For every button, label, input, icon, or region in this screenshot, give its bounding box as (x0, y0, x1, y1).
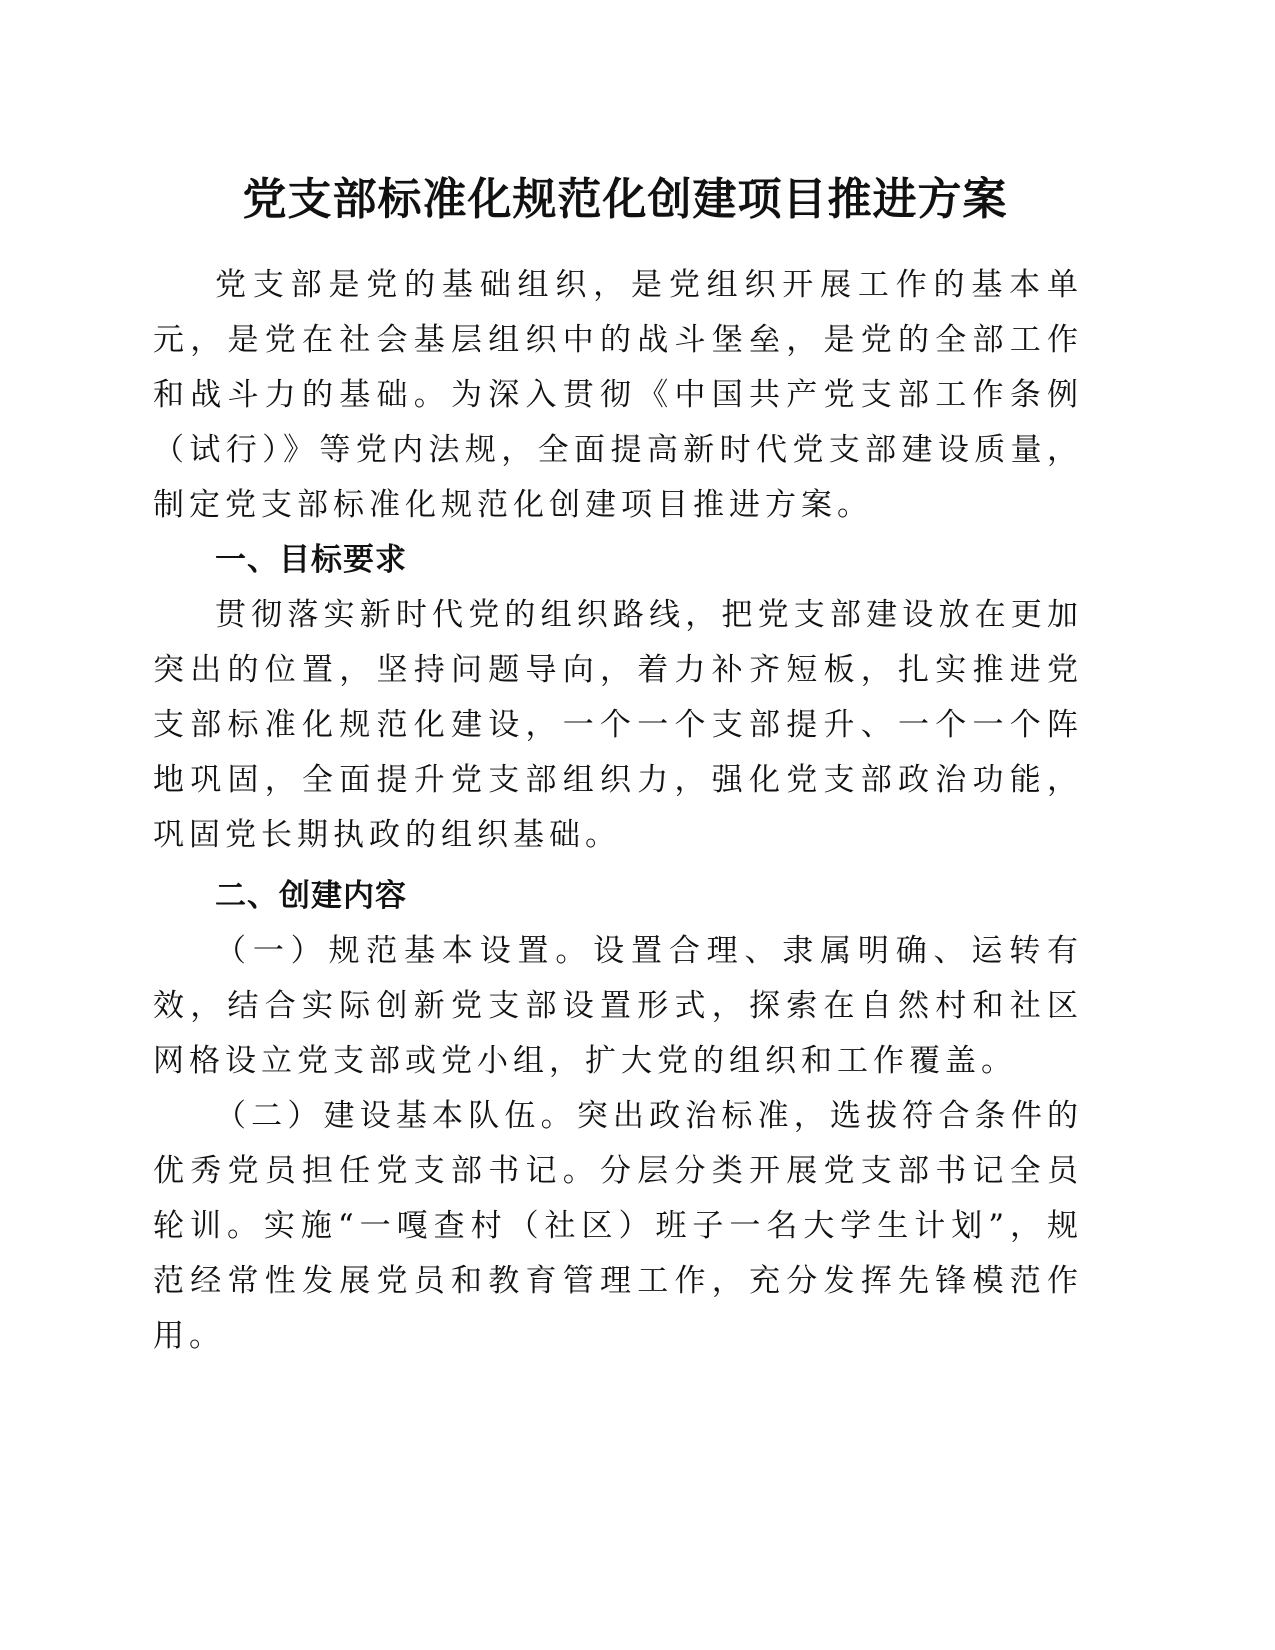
section-heading-goals: 一、目标要求 (215, 542, 407, 578)
document-body (153, 258, 1083, 1364)
section-heading-content: 二、创建内容 (215, 878, 407, 914)
goals-paragraph: 贯彻落实新时代党的组织路线，把党支部建设放在更加突出的位置，坚持问题导向，着力补齐短板，扎实推进党支部标准化规范化建设，一个一个支部提升、一个一个阵地巩固，全面提升党支部组织力，强化党支部政治功能，巩固党长期执政的组织基础。 (153, 597, 1083, 853)
intro-paragraph: 党支部是党的基础组织，是党组织开展工作的基本单元，是党在社会基层组织中的战斗堡垒，是党的全部工作和战斗力的基础。为深入贯彻《中国共产党支部工作条例（试行）》等党内法规，全面提高新时代党支部建设质量，制定党支部标准化规范化创建项目推进方案。 (153, 267, 1083, 523)
document-title: 党支部标准化规范化创建项目推进方案 (242, 174, 1008, 225)
content-item-paragraph: （二）建设基本队伍。突出政治标准，选拔符合条件的优秀党员担任党支部书记。分层分类开展党支部书记全员轮训。实施“一嘎查村（社区）班子一名大学生计划”，规范经常性发展党员和教育管理工作，充分发挥先锋模范作用。 (153, 1098, 1083, 1354)
content-item-paragraph: （一）规范基本设置。设置合理、隶属明确、运转有效，结合实际创新党支部设置形式，探索在自然村和社区网格设立党支部或党小组，扩大党的组织和工作覆盖。 (153, 933, 1083, 1079)
